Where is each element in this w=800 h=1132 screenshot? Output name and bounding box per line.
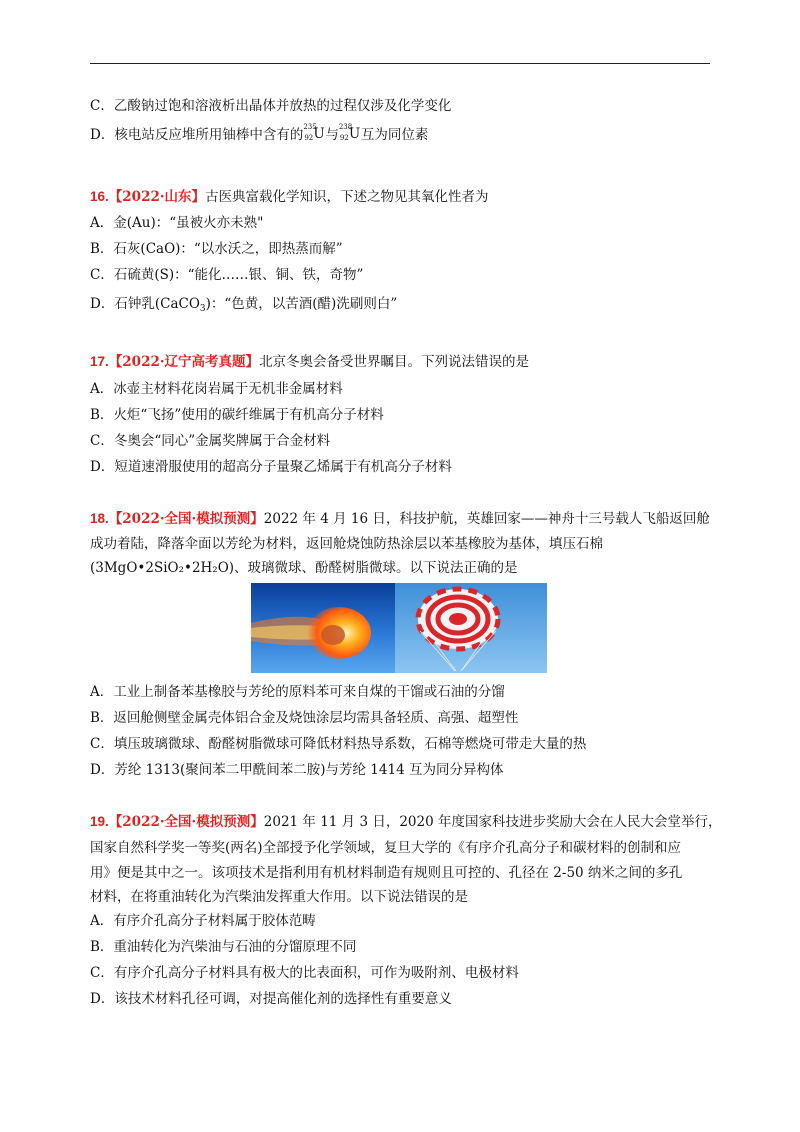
q18-option-b: B．返回舱侧壁金属壳体铝合金及烧蚀涂层均需具备轻质、高强、超塑性	[90, 710, 519, 726]
q18-option-c: C．填压玻璃微球、酚醛树脂微球可降低材料热导系数，石棉等燃烧可带走大量的热	[90, 736, 587, 752]
q19-option-d: D．该技术材料孔径可调，对提高催化剂的选择性有重要意义	[90, 991, 452, 1007]
q16-option-b: B．石灰(CaO)：“以水沃之，即热蒸而解”	[90, 241, 343, 257]
q17-option-d: D．短道速滑服使用的超高分子量聚乙烯属于有机高分子材料	[90, 459, 452, 475]
q18-stem-line2: 成功着陆，降落伞面以芳纶为材料，返回舱烧蚀防热涂层以苯基橡胶为基体，填压石棉	[90, 536, 603, 552]
isotope-u238: 238 92 U	[338, 123, 361, 142]
q18-stem-line1: 18.【2022·全国·模拟预测】2022 年 4 月 16 日，科技护航，英雄回家——神舟十三号载人飞船返回舱	[90, 511, 710, 527]
q17-option-b: B．火炬“飞扬”使用的碳纤维属于有机高分子材料	[90, 407, 384, 423]
q16-option-a: A．金(Au)：“虽被火亦未熟"	[90, 215, 264, 231]
q16-stem: 16.【2022·山东】古医典富载化学知识，下述之物见其氧化性者为	[90, 189, 489, 205]
reentry-capsule-image	[251, 583, 395, 673]
q19-option-c: C．有序介孔高分子材料具有极大的比表面积，可作为吸附剂、电极材料	[90, 965, 519, 981]
q17-option-c: C．冬奥会“同心”金属奖牌属于合金材料	[90, 433, 331, 449]
q18-option-a: A．工业上制备苯基橡胶与芳纶的原料苯可来自煤的干馏或石油的分馏	[90, 684, 505, 700]
q18-stem-line3: (3MgO•2SiO₂•2H₂O)、玻璃微球、酚醛树脂微球。以下说法正确的是	[90, 560, 518, 576]
isotope-u235: 235 92 U	[303, 123, 325, 142]
caco3-formula: CaCO$_3$	[160, 296, 206, 314]
parachute-image	[395, 583, 547, 673]
q19-stem-line4: 材料，在将重油转化为汽柴油发挥重大作用。以下说法错误的是	[90, 889, 468, 905]
q16-option-c: C．石硫黄(S)：“能化……银、铜、铁，奇物”	[90, 267, 364, 283]
q17-option-a: A．冰壶主材料花岗岩属于无机非金属材料	[90, 381, 343, 397]
header-rule	[90, 63, 710, 64]
q19-stem-line2: 国家自然科学奖一等奖(两名)全部授予化学领域，复旦大学的《有序介孔高分子和碳材料的创制和应	[90, 840, 682, 856]
q19-stem-line3: 用》便是其中之一。该项技术是指利用有机材料制造有规则且可控的、孔径在 2-50 纳米之间的多孔	[90, 865, 683, 881]
q15-option-c: C．乙酸钠过饱和溶液析出晶体并放热的过程仅涉及化学变化	[90, 98, 452, 114]
q19-option-b: B．重油转化为汽柴油与石油的分馏原理不同	[90, 939, 357, 955]
q19-option-a: A．有序介孔高分子材料属于胶体范畴	[90, 913, 316, 929]
q19-stem-line1: 19.【2022·全国·模拟预测】2021 年 11 月 3 日，2020 年度国家科技进步奖励大会在人民大会堂举行，	[90, 814, 722, 830]
q15-option-d: D．核电站反应堆所用铀棒中含有的 235 92 U 与 238 92 U 互为同位素	[90, 123, 429, 143]
q18-option-d: D．芳纶 1313(聚间苯二甲酰间苯二胺)与芳纶 1414 互为同分异构体	[90, 762, 504, 778]
q16-option-d: D．石钟乳(CaCO$_3$)：“色黄，以苦酒(醋)洗刷则白”	[90, 296, 398, 314]
q17-stem: 17.【2022·辽宁高考真题】北京冬奥会备受世界瞩目。下列说法错误的是	[90, 354, 530, 370]
